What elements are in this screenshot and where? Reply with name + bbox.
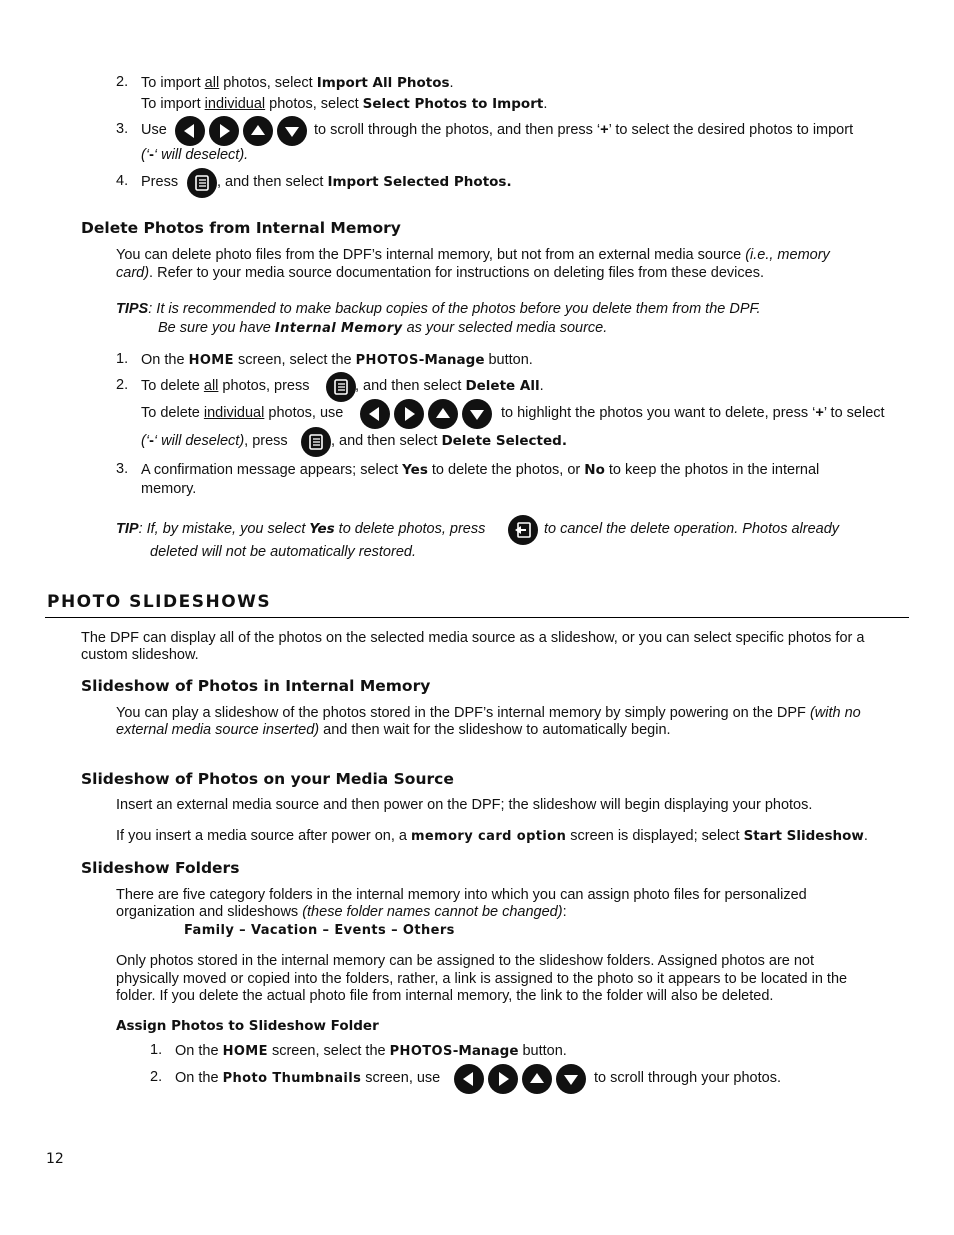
- step-number: 3.: [116, 121, 129, 137]
- only-line3: folder. If you delete the actual photo file from internal memory, the link to the folder will also be deleted.: [116, 988, 774, 1004]
- nav-icons: [358, 399, 494, 429]
- delete-heading: Delete Photos from Internal Memory: [81, 219, 401, 237]
- back-icon-wrap: [506, 515, 540, 545]
- left-arrow-icon: [360, 399, 390, 429]
- deselect-press-line: (‘-‘ will deselect), press: [141, 433, 288, 449]
- step-number: 4.: [116, 173, 129, 189]
- step-number: 2.: [116, 74, 129, 90]
- left-arrow-icon: [175, 116, 205, 146]
- up-arrow-icon: [522, 1064, 552, 1094]
- delete-all-line: To delete all photos, press: [141, 378, 310, 394]
- confirm-line2: memory.: [141, 481, 197, 497]
- menu-icon-wrap: [324, 372, 358, 402]
- menu-icon-wrap: [185, 168, 219, 198]
- nav-icons: [452, 1064, 588, 1094]
- media-p1: Insert an external media source and then power on the DPF; the slideshow will begin displaying your photos.: [116, 797, 813, 813]
- menu-icon: [301, 427, 331, 457]
- internal-line2: external media source inserted) and then wait for the slideshow to automatically begin.: [116, 722, 671, 738]
- delete-individual-line: To delete individual photos, use: [141, 405, 344, 421]
- step-number: 2.: [116, 377, 129, 393]
- scroll-photos: to scroll through your photos.: [594, 1070, 781, 1086]
- folder-names: Family – Vacation – Events – Others: [184, 923, 455, 938]
- folders-heading: Slideshow Folders: [81, 859, 240, 877]
- back-icon: [508, 515, 538, 545]
- assign-step2: On the Photo Thumbnails screen, use: [175, 1070, 441, 1086]
- media-p2: If you insert a media source after power on, a memory card option screen is displayed; select Start Slideshow.: [116, 828, 868, 844]
- section-title: PHOTO SLIDESHOWS: [47, 592, 272, 612]
- folders-line1: There are five category folders in the internal memory into which you can assign photo files for personalized: [116, 887, 807, 903]
- use-label: Use: [141, 122, 167, 138]
- folders-line2: organization and slideshows (these folder names cannot be changed):: [116, 904, 567, 920]
- delete-paragraph-line2: card). Refer to your media source documentation for instructions on deleting files from these devices.: [116, 265, 764, 281]
- highlight-instruction: to highlight the photos you want to delete, press ‘+’ to select: [501, 405, 885, 421]
- tip-line2: deleted will not be automatically restored.: [150, 544, 416, 560]
- media-heading: Slideshow of Photos on your Media Source: [81, 770, 454, 788]
- import-all-line: To import all photos, select Import All Photos.: [141, 75, 454, 91]
- tips-line2: Be sure you have Internal Memory as your selected media source.: [158, 320, 608, 336]
- down-arrow-icon: [556, 1064, 586, 1094]
- right-arrow-icon: [394, 399, 424, 429]
- section-divider: [45, 617, 909, 618]
- menu-icon: [326, 372, 356, 402]
- delete-paragraph-line1: You can delete photo files from the DPF’s internal memory, but not from an external media source (i.e., memory: [116, 247, 830, 263]
- delete-selected-line: , and then select Delete Selected.: [331, 433, 567, 449]
- menu-icon: [187, 168, 217, 198]
- scroll-instruction: to scroll through the photos, and then press ‘+’ to select the desired photos to import: [314, 122, 854, 138]
- internal-heading: Slideshow of Photos in Internal Memory: [81, 677, 431, 695]
- assign-step1: On the HOME screen, select the PHOTOS-Manage button.: [175, 1043, 567, 1059]
- right-arrow-icon: [488, 1064, 518, 1094]
- confirm-line1: A confirmation message appears; select Yes to delete the photos, or No to keep the photos in the internal: [141, 462, 820, 478]
- down-arrow-icon: [277, 116, 307, 146]
- step-number: 2.: [150, 1069, 163, 1085]
- tip-line1: TIP: If, by mistake, you select Yes to delete photos, press: [116, 521, 486, 537]
- internal-line1: You can play a slideshow of the photos stored in the DPF’s internal memory by simply powering on the DPF (with no: [116, 705, 861, 721]
- up-arrow-icon: [243, 116, 273, 146]
- home-photos-step: On the HOME screen, select the PHOTOS-Manage button.: [141, 352, 533, 368]
- page-number: 12: [46, 1151, 64, 1167]
- only-line2: physically moved or copied into the folders, rather, a link is assigned to the photo so it appears to be located in the: [116, 971, 848, 987]
- step-number: 1.: [150, 1042, 163, 1058]
- left-arrow-icon: [454, 1064, 484, 1094]
- only-line1: Only photos stored in the internal memory can be assigned to the slideshow folders. Assigned photos are not: [116, 953, 815, 969]
- tip-cancel: to cancel the delete operation. Photos already: [544, 521, 840, 537]
- intro-line2: custom slideshow.: [81, 647, 199, 663]
- import-selected-line: , and then select Import Selected Photos.: [217, 174, 512, 190]
- down-arrow-icon: [462, 399, 492, 429]
- intro-line1: The DPF can display all of the photos on the selected media source as a slideshow, or you can select specific photos for a: [81, 630, 865, 646]
- assign-heading: Assign Photos to Slideshow Folder: [116, 1018, 379, 1034]
- menu-icon-wrap: [299, 427, 333, 457]
- nav-icons: [173, 116, 309, 146]
- delete-all-select: , and then select Delete All.: [355, 378, 544, 394]
- deselect-note: (‘-‘ will deselect).: [141, 147, 249, 163]
- up-arrow-icon: [428, 399, 458, 429]
- step-number: 1.: [116, 351, 129, 367]
- right-arrow-icon: [209, 116, 239, 146]
- tips-line1: TIPS: It is recommended to make backup copies of the photos before you delete them from the DPF.: [116, 301, 761, 317]
- step-number: 3.: [116, 461, 129, 477]
- import-individual-line: To import individual photos, select Select Photos to Import.: [141, 96, 548, 112]
- press-label: Press: [141, 174, 179, 190]
